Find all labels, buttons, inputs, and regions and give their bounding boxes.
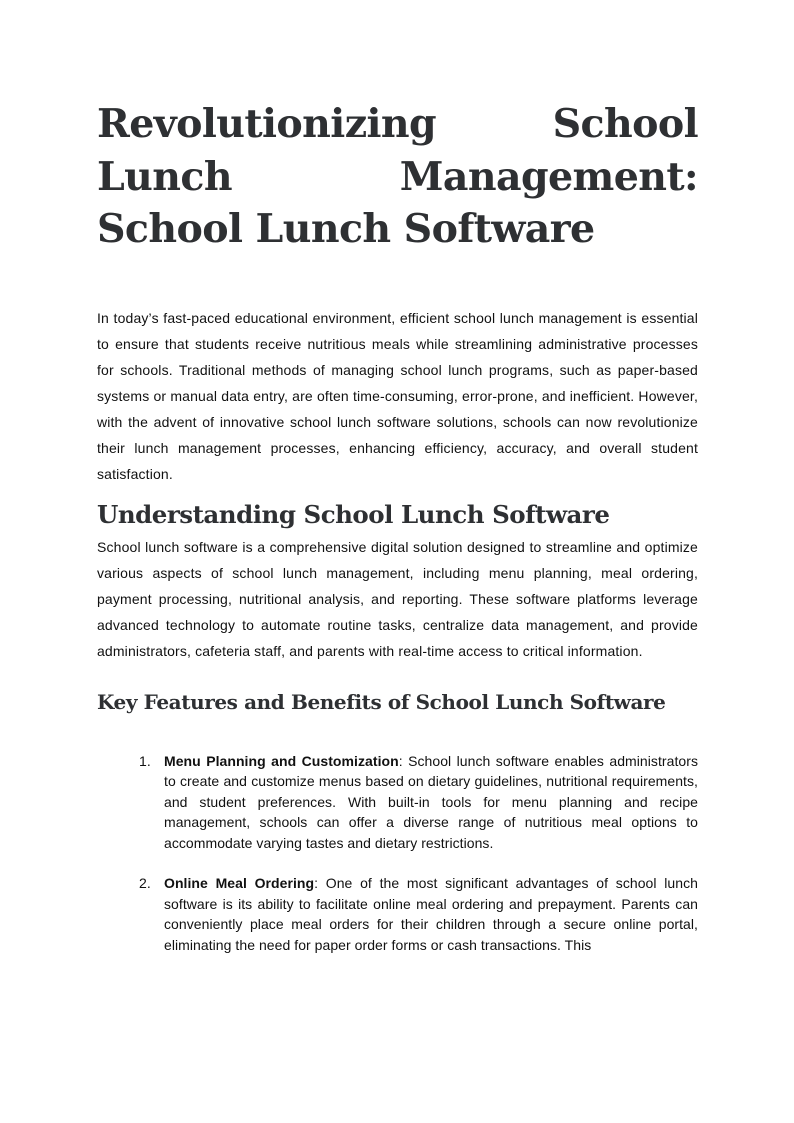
list-item-term: Online Meal Ordering bbox=[164, 875, 315, 891]
list-item bbox=[97, 751, 698, 854]
section-heading-understanding: Understanding School Lunch Software bbox=[97, 499, 610, 529]
list-item-term: Menu Planning and Customization bbox=[164, 752, 399, 769]
list-item-number: 1. bbox=[139, 752, 151, 769]
section-heading-key-features: Key Features and Benefits of School Lunch Software bbox=[97, 689, 666, 714]
list-item-number: 2. bbox=[139, 875, 151, 891]
features-list bbox=[97, 751, 698, 956]
list-item bbox=[97, 873, 698, 955]
document-page bbox=[97, 98, 698, 955]
page-title: Revolutionizing School Lunch Management: School Lunch Software bbox=[97, 101, 698, 252]
list-item-text: : One of the most significant advantages of school lunch software is its ability to facilitate online meal ordering and prepayment. Parents can conveniently place meal orders for their children through a secure online portal, eliminating the need for paper order forms or cash transactions. This bbox=[164, 875, 698, 953]
list-item-text: : School lunch software enables administrators to create and customize menus based on dietary guidelines, nutritional requirements, and student preferences. With built-in tools for menu planning and recipe management, schools can offer a diverse range of nutritious meal options to accommodate varying tastes and dietary restrictions. bbox=[164, 752, 698, 851]
section-paragraph-understanding: School lunch software is a comprehensive digital solution designed to streamline and optimize various aspects of school lunch management, including menu planning, meal ordering, payment processing, nutritional analysis, and reporting. These software platforms leverage advanced technology to automate routine tasks, centralize data management, and provide administrators, cafeteria staff, and parents with real-time access to critical information. bbox=[97, 538, 698, 659]
intro-paragraph: In today’s fast-paced educational environment, efficient school lunch management is essential to ensure that students receive nutritious meals while streamlining administrative processes for schools. Traditional methods of managing school lunch programs, such as paper-based systems or manual data entry, are often time-consuming, error-prone, and inefficient. However, with the advent of innovative school lunch software solutions, schools can now revolutionize their lunch management processes, enhancing efficiency, accuracy, and overall student satisfaction. bbox=[97, 309, 698, 482]
